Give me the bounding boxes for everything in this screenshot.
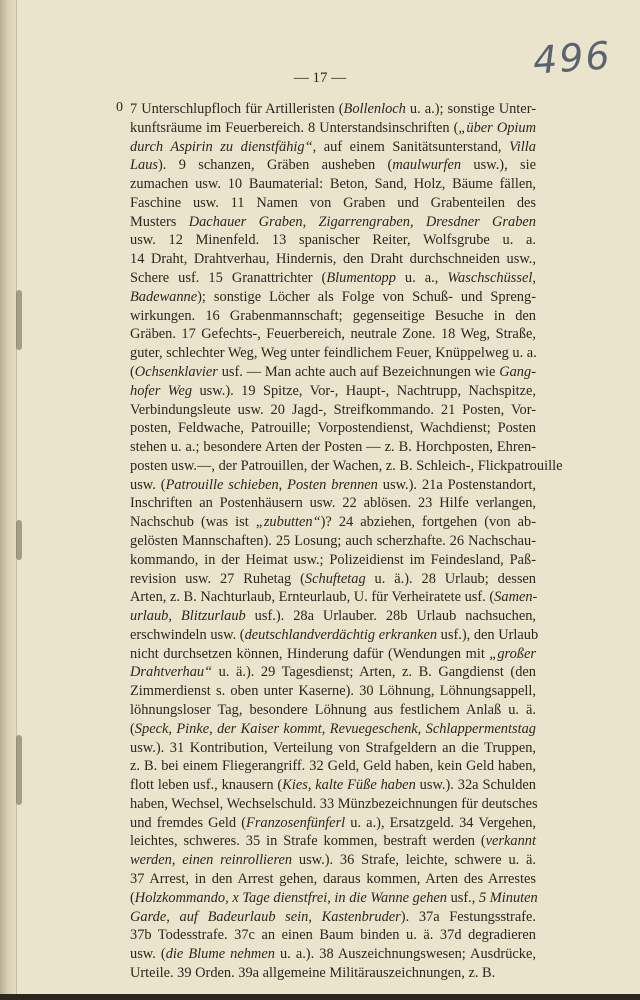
- text-line: kunftsräume im Feuerbereich. 8 Unterstandsinschriften („über Opium: [130, 119, 537, 136]
- page-number: — 17 —: [293, 70, 347, 86]
- binding-stain: [16, 735, 22, 805]
- text-line: und fremdes Geld (Franzosenfünferl u. a.), Ersatzgeld. 34 Vergehen,: [130, 814, 537, 831]
- body-text: [130, 100, 563, 983]
- text-line: hofer Weg usw.). 19 Spitze, Vor-, Haupt-, Nachtrupp, Nachspitze,: [130, 382, 536, 399]
- text-line: leichtes, schweres. 35 in Strafe kommen, bestraft werden (verkannt: [130, 833, 536, 850]
- text-line: Inschriften an Postenhäusern usw. 22 ablösen. 23 Hilfe verlangen,: [130, 495, 536, 512]
- text-line: 14 Draht, Drahtverhau, Hindernis, den Draht durchschneiden usw.,: [130, 251, 536, 268]
- text-line: stehen u. a.; besondere Arten der Posten — z. B. Horchposten, Ehren-: [130, 439, 536, 456]
- binding-stain: [16, 290, 22, 350]
- text-line: 7 Unterschlupfloch für Artilleristen (Bollenloch u. a.); sonstige Unter-: [130, 101, 536, 117]
- text-line: Garde, auf Badeurlaub sein, Kastenbruder). 37a Festungsstrafe.: [130, 908, 536, 925]
- text-line: posten usw.—, der Patrouillen, der Wachen, z. B. Schleich-, Flickpatrouille: [130, 457, 563, 474]
- text-line: 37b Todesstrafe. 37c an einen Baum binden u. ä. 37d degradieren: [130, 927, 536, 944]
- text-line: flott leben usf., knausern (Kies, kalte Füße haben usw.). 32a Schulden: [130, 777, 537, 794]
- text-line: z. B. bei einem Fliegerangriff. 32 Geld, Geld haben, kein Geld haben,: [130, 758, 536, 775]
- text-line: Urteile. 39 Orden. 39a allgemeine Militärauszeichnungen, z. B.: [130, 964, 496, 981]
- text-line: werden, einen reinrollieren usw.). 36 Strafe, leichte, schwere u. ä.: [130, 852, 536, 869]
- text-line: usw. (Patrouille schieben, Posten brennen usw.). 21a Postenstandort,: [130, 476, 536, 493]
- text-line: urlaub, Blitzurlaub usf.). 28a Urlauber. 28b Urlaub nachsuchen,: [130, 608, 537, 625]
- text-line: (Speck, Pinke, der Kaiser kommt, Revuegeschenk, Schlappermentstag: [130, 720, 536, 737]
- text-line: Gräben. 17 Gefechts-, Feuerbereich, neutrale Zone. 18 Weg, Straße,: [130, 326, 536, 343]
- margin-mark: 0: [116, 100, 123, 115]
- text-line: wirkungen. 16 Grabenmannschaft; gegenseitige Besuche in den: [130, 307, 536, 324]
- text-line: Nachschub (was ist „zubutten“)? 24 abziehen, fortgehen (von ab-: [130, 514, 536, 531]
- binding-stain: [16, 520, 22, 560]
- text-line: Badewanne); sonstige Löcher als Folge von Schuß- und Spreng-: [130, 288, 536, 305]
- text-line: usw. 12 Minenfeld. 13 spanischer Reiter, Wolfsgrube u. a.: [130, 232, 536, 249]
- text-line: Arten, z. B. Nachturlaub, Ernteurlaub, U. für Verheiratete usf. (Samen-: [130, 589, 538, 606]
- text-line: usw.). 31 Kontribution, Verteilung von Strafgeldern an die Truppen,: [130, 739, 536, 756]
- book-spine: [0, 0, 17, 1000]
- text-line: usw. (die Blume nehmen u. a.). 38 Auszeichnungswesen; Ausdrücke,: [130, 946, 536, 963]
- text-line: Verbindungsleute usw. 20 Jagd-, Streifkommando. 21 Posten, Vor-: [130, 401, 536, 418]
- text-line: nicht durchsetzen können, Hinderung dafür (Wendungen mit „großer: [130, 645, 536, 662]
- text-line: 37 Arrest, in den Arrest gehen, daraus kommen, Arten des Arrestes: [130, 871, 536, 888]
- text-line: Zimmerdienst s. oben unter Kaserne). 30 Löhnung, Löhnungsappell,: [130, 683, 536, 700]
- text-line: erschwindeln usw. (deutschlandverdächtig erkranken usf.), den Urlaub: [130, 626, 539, 643]
- text-line: guter, schlechter Weg, Weg unter feindlichem Feuer, Knüppelweg u. a.: [130, 345, 537, 362]
- text-line: (Ochsenklavier usf. — Man achte auch auf Bezeichnungen wie Gang-: [130, 363, 536, 380]
- text-line: Laus). 9 schanzen, Gräben ausheben (maulwurfen usw.), sie: [130, 157, 537, 174]
- handwritten-archive-number: 496: [531, 33, 613, 83]
- text-line: gelösten Mannschaften). 25 Losung; auch scherzhafte. 26 Nachschau-: [130, 532, 536, 549]
- text-line: Musters Dachauer Graben, Zigarrengraben, Dresdner Graben: [130, 213, 537, 230]
- text-line: (Holzkommando, x Tage dienstfrei, in die Wanne gehen usf., 5 Minuten: [130, 889, 538, 906]
- text-line: haben, Wechsel, Wechselschuld. 33 Münzbezeichnungen für deutsches: [130, 795, 538, 812]
- text-line: zumachen usw. 10 Baumaterial: Beton, Sand, Holz, Bäume fällen,: [130, 176, 536, 193]
- text-line: kommando, in der Heimat usw.; Polizeidienst im Feindesland, Paß-: [130, 551, 536, 568]
- text-line: Drahtverhau“ u. ä.). 29 Tagesdienst; Arten, z. B. Gangdienst (den: [130, 664, 536, 681]
- text-line: durch Aspirin zu dienstfähig“, auf einem Sanitätsunterstand, Villa: [130, 138, 536, 155]
- page-bottom-edge: [0, 994, 640, 1000]
- text-line: Schere usf. 15 Granattrichter (Blumentopp u. a., Waschschüssel,: [130, 270, 536, 287]
- text-line: posten, Feldwache, Patrouille; Vorpostendienst, Wachdienst; Posten: [130, 420, 536, 437]
- text-line: revision usw. 27 Ruhetag (Schuftetag u. ä.). 28 Urlaub; dessen: [130, 570, 537, 587]
- text-line: löhnungsloser Tag, besondere Löhnung aus festlichem Anlaß u. ä.: [130, 702, 536, 718]
- text-line: Faschine usw. 11 Namen von Graben und Grabenteilen des: [130, 194, 536, 211]
